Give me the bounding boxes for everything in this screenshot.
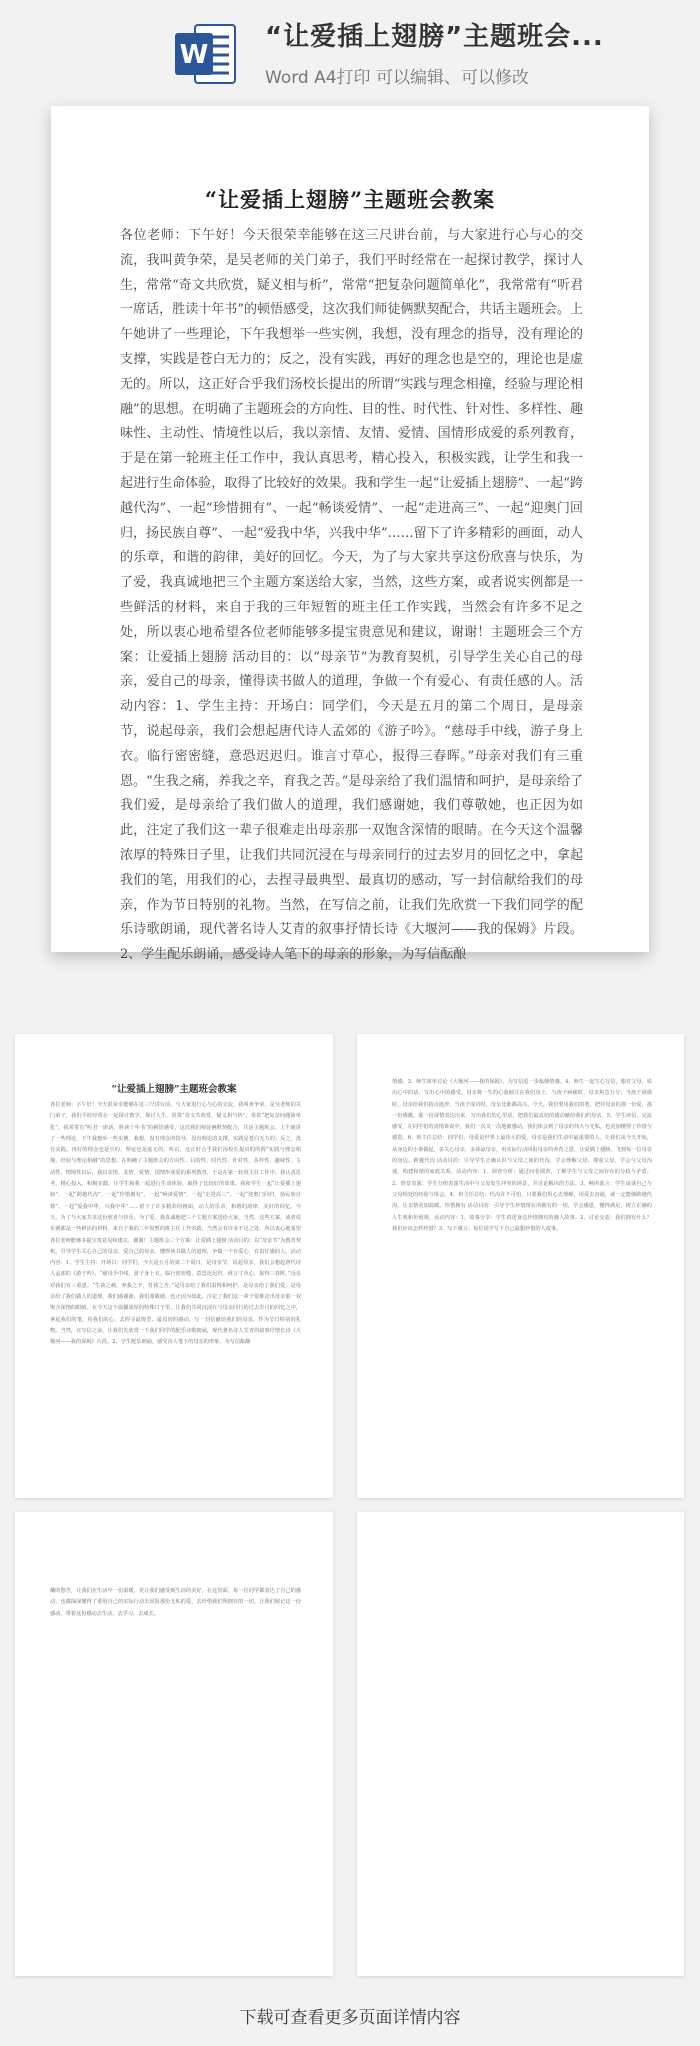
svg-text:W: W: [179, 40, 209, 70]
page-thumbnail-4[interactable]: [357, 1512, 684, 1976]
document-body: 各位老师：下午好！今天很荣幸能够在这三尺讲台前，与大家进行心与心的交流，我叫黄争荣，是吴老师的关门弟子，我们平时经常在一起探讨教学，探讨人生，常常“奇文共欣赏，疑义相与析”，常常“把复杂问题简单化”，我常常有“听君一席话，胜读十年书”的顿悟感受，这次我们师徒俩默契配合，共话主题班会。上午她讲了一些理论，下午我想举一些实例，我想，没有理念的指导，没有理论的支撑，实践是苍白无力的；反之，没有实践，再好的理念也是空的，理论也是虚无的。所以，这正好合乎我们汤校长提出的所谓“实践与理念相撞，经验与理论相融”的思想。在明确了主题班会的方向性、目的性、时代性、针对性、多样性、趣味性、主动性、情境性以后，我以亲情、友情、爱情、国情形成爱的系列教育，于是在第一轮班主任工作中，我认真思考，精心投入，积极实践，让学生和我一起进行生命体验，取得了比较好的效果。我和学生一起“让爱插上翅膀”、一起“跨越代沟”、一起“珍惜拥有”、一起“畅谈爱情”、一起“走进高三”、一起“迎奥门回归，扬民族自尊”、一起“爱我中华，兴我中华”……留下了许多精彩的画面，动人的乐章，和谐的韵律，美好的回忆。今天，为了与大家共享这份欣喜与快乐，为了爱，我真诚地把三个主题方案送给大家，当然，这些方案，或者说实例都是一些鲜活的材料，来自于我的三年短暂的班主任工作实践，当然会有许多不足之处，所以衷心地希望各位老师能够多提宝贵意见和建议，谢谢！主题班会三个方案：让爱插上翅膀 活动目的：以“母亲节”为教育契机，引导学生关心自己的母亲，爱自己的母亲，懂得读书做人的道理，争做一个有爱心、有责任感的人。活动内容：1、学生主持：开场白：同学们，今天是五月的第二个周日，是母亲节，说起母亲，我们会想起唐代诗人孟郊的《游子吟》。“慈母手中线，游子身上衣。临行密密缝，意恐迟迟归。谁言寸草心，报得三春晖。”母亲对我们有三重恩。“生我之痛，养我之辛，育我之苦。”是母亲给了我们温情和呵护，是母亲给了我们爱，是母亲给了我们做人的道理，我们感谢她，我们尊敬她，也正因为如此，注定了我们这一辈子很难走出母亲那一双饱含深情的眼睛。在今天这个温馨浓厚的特殊日子里，让我们共同沉浸在与母亲同行的过去岁月的回忆之中，拿起我们的笔，用我们的心，去捏寻最典型、最真切的感动，写一封信献给我们的母亲，作为节日特别的礼物。当然，在写信之前，让我们先欣赏一下我们同学的配乐诗歌朗诵，现代著名诗人艾青的叙事抒情长诗《大堰河——我的保姆》片段。2、学生配乐朗诵，感受诗人笔下的母亲的形象，为写信酝酿: [120, 228, 583, 963]
page-thumbnail-2[interactable]: [357, 1034, 684, 1498]
header-title: “让爱插上翅膀”主题班会...: [265, 22, 604, 52]
page-thumbnail-1[interactable]: [15, 1034, 333, 1498]
download-more-link[interactable]: 下载可查看更多页面详情内容: [239, 2008, 461, 2028]
document-title: “让爱插上翅膀”主题班会教案: [204, 187, 496, 212]
header-subtitle: Word A4打印 可以编辑、可以修改: [265, 68, 529, 88]
header: [0, 0, 700, 96]
thumbnail-text: 各位老师：下午好！今天很荣幸能够在这三尺讲台前，与大家进行心与心的交流，我叫黄争荣，是吴老师的关门弟子，我们平时经常在一起探讨教学，探讨人生，常常“奇文共欣赏，疑义相与析”，常常“把复杂问题简单化”，我常常有“听君一席话，胜读十年书”的顿悟感受，这次我们师徒俩默契配合，共话主题班会。上午她讲了一些理论，下午我想举一些实例，我想，没有理念的指导，没有理论的支撑，实践是苍白无力的；反之，没有实践，再好的理念也是空的，理论也是虚无的。所以，这正好合乎我们汤校长提出的所谓“实践与理念相撞，经验与理论相融”的思想。在明确了主题班会的方向性、目的性、时代性、针对性、多样性、趣味性、主动性、情境性以后，我以亲情、友情、爱情、国情形成爱的系列教育，于是在第一轮班主任工作中，我认真思考，精心投入，积极实践，让学生和我一起进行生命体验，取得了比较好的效果。我和学生一起“让爱插上翅膀”、一起“跨越代沟”、一起“珍惜拥有”、一起“畅谈爱情”、一起“走进高三”、一起“迎奥门回归，扬民族自尊”、一起“爱我中华，兴我中华”……留下了许多精彩的画面，动人的乐章，和谐的韵律，美好的回忆。今天，为了与大家共享这份欣喜与快乐，为了爱，我真诚地把三个主题方案送给大家，当然，这些方案，或者说实例都是一些鲜活的材料，来自于我的三年短暂的班主任工作实践，当然会有许多不足之处，所以衷心地希望各位老师能够多提宝贵意见和建议，谢谢！主题班会三个方案：让爱插上翅膀 活动目的：以“母亲节”为教育契机，引导学生关心自己的母亲，爱自己的母亲，懂得读书做人的道理，争做一个有爱心、有责任感的人。活动内容：1、学生主持：开场白：同学们，今天是五月的第二个周日，是母亲节，说起母亲，我们会想起唐代诗人孟郊的《游子吟》。“慈母手中线，游子身上衣。临行密密缝，意恐迟迟归。谁言寸草心，报得三春晖。”母亲对我们有三重恩。“生我之痛，养我之辛，育我之苦。”是母亲给了我们温情和呵护，是母亲给了我们爱，是母亲给了我们做人的道理，我们感谢她，我们尊敬她，也正因为如此，注定了我们这一辈子很难走出母亲那一双饱含深情的眼睛。在今天这个温馨浓厚的特殊日子里，让我们共同沉浸在与母亲同行的过去岁月的回忆之中，拿起我们的笔，用我们的心，去捏寻最典型、最真切的感动，写一封信献给我们的母亲，作为节日特别的礼物。当然，在写信之前，让我们先欣赏一下我们同学的配乐诗歌朗诵，现代著名诗人艾青的叙事抒情长诗《大堰河——我的保姆》片段。2、学生配乐朗诵，感受诗人笔下的母亲的形象，为写信酝酿: [50, 1102, 301, 1346]
thumbnail-title: “让爱插上翅膀”主题班会教案: [111, 1084, 237, 1095]
thumbnail-text: 情感。3、师生简单讨论《大堰河——我的保姆》，为写信进一步酝酿情感。4、师生一起写心写信，想对父母、说出心中的话，写出心中的感受。母亲将一生的心血倾注在我们身上，当孩子病痛时，母亲焦急万分；当孩子困惑时，母亲给我们指点迷津；当孩子成功时，母亲比谁都高兴。今天，我们要用我们的笔，把对母亲的那一份爱，那一份感激，那一份深情表达出来，写出我们的心里话，把我们最真切的感动献给我们的母亲。5、学生读信，交流感受，在同学们的真情诉说中，我们一次又一次地被感动，我们体会到了母亲的伟大与无私，也更加懂得了珍惜与感恩。6、班主任总结：同学们，母爱是世界上最伟大的爱，母亲是我们生命中最重要的人。让我们从今天开始，从身边的小事做起，多关心母亲，多体谅母亲，用实际行动回报母亲的养育之恩，让爱插上翅膀，飞到每一位母亲的身边。跨越代沟 活动目的：引导学生正确认识与父母之间的代沟，学会理解父母、尊重父母，学会与父母沟通，构建和谐的家庭关系。活动内容：1、调查分析：通过问卷调查，了解学生与父母之间存在的分歧与矛盾。2、情景表演：学生分组表演生活中与父母发生冲突的场景，并讨论解决的方法。3、畅所欲言：学生谈谈自己与父母相处的经验与体会。4、班主任总结：代沟并不可怕，只要我们用心去理解，用爱去沟通，就一定能够跨越代沟，让亲情更加温暖。珍惜拥有 活动目的：引导学生珍惜现在所拥有的一切，学会感恩，懂得满足，树立正确的人生观和价值观。活动内容：1、故事分享：学生讲述身边珍惜拥有的感人故事。2、讨论交流：我们拥有什么？我们应该怎样珍惜？3、写下感言：每位同学写下自己最想珍惜的人或事。: [392, 1079, 652, 1232]
document-page-preview: [51, 106, 649, 963]
word-doc-icon: [173, 21, 239, 87]
thumbnail-text: 酬的愁苦，让我们在生活中一份温暖，更让我们感受到生活的美好，在这里面，每一位同学都表达了自己的感动，也都深深懂得了要用自己的实际行动去回报那份无私的爱，去珍惜我们所拥有的一切。让我们铭记这一份感动，带着这份感动去生活，去学习，去成长。: [50, 1588, 301, 1617]
page-thumbnail-3[interactable]: [15, 1512, 333, 1976]
